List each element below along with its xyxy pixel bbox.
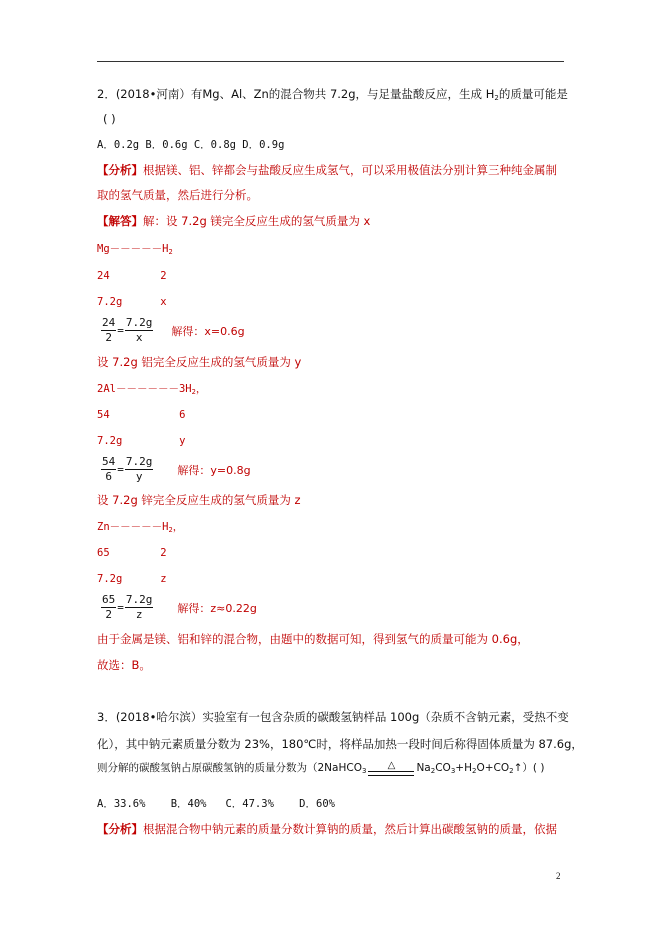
q2-analysis-line-1: 【分析】根据镁、铝、锌都会与盐酸反应生成氢气，可以采用极值法分别计算三种纯金属制	[97, 163, 557, 177]
mg-equation: $Mg-----H_2$	[97, 243, 173, 256]
q3-stem-line-3: 则分解的碳酸氢钠占原碳酸氢钠的质量分数为（2NaHCO$_3$ △ $Na_2CO_3+H_2O+CO_2↑$）( )	[97, 759, 545, 775]
al-mass-ratio: 54 6	[97, 409, 186, 421]
zn-given-values: 7.2g z	[97, 573, 167, 585]
mg-result: 解得：x=0.6g	[171, 324, 245, 338]
analysis-tag: 【分析】	[97, 163, 143, 177]
al-given-values: 7.2g y	[97, 435, 186, 447]
heat-arrow: △	[368, 761, 414, 776]
answer-tag: 【解答】	[97, 214, 143, 228]
mg-given-values: 7.2g x	[97, 296, 167, 308]
page-number: 2	[556, 871, 561, 881]
q2-choice: 故选：B。	[97, 658, 151, 672]
al-result: 解得：y=0.8g	[177, 463, 251, 477]
q3-stem-line-1: 3．(2018•哈尔滨）实验室有一包含杂质的碳酸氢钠样品 100g（杂质不含钠元素，受热不变	[97, 710, 569, 724]
zn-result: 解得：z≈0.22g	[177, 601, 257, 615]
q3-options: A．33.6% B．40% C．47.3% D．60%	[97, 798, 335, 810]
mg-mass-ratio: 24 2	[97, 270, 167, 282]
zn-mass-ratio: 65 2	[97, 547, 167, 559]
zn-equation: $Zn-----H_2$，	[97, 521, 184, 534]
al-equation: $2Al------3H_2$，	[97, 383, 207, 396]
q2-stem: 2．(2018•河南）有Mg、Al、Zn的混合物共 7.2g，与足量盐酸反应，生成 $H_2$的质量可能是	[97, 87, 568, 102]
q3-analysis-line-1: 【分析】根据混合物中钠元素的质量分数计算钠的质量，然后计算出碳酸氢钠的质量，依据	[97, 822, 557, 836]
header-rule	[97, 61, 564, 62]
q3-stem-line-2: 化），其中钠元素质量分数为 23%，180℃时，将样品加热一段时间后称得固体质量为 87.6g，	[97, 737, 583, 751]
analysis-tag: 【分析】	[97, 822, 143, 836]
al-intro: 设 7.2g 铝完全反应生成的氢气质量为 y	[97, 355, 302, 369]
mg-proportion: $\frac{24}{2}$ = $\frac{7.2g}{x}$ 解得：x=0.6g	[102, 316, 245, 344]
zn-intro: 设 7.2g 锌完全反应生成的氢气质量为 z	[97, 493, 301, 507]
q2-answer-intro: 【解答】解：设 7.2g 镁完全反应生成的氢气质量为 x	[97, 214, 371, 228]
al-proportion: $\frac{54}{6}$ = $\frac{7.2g}{y}$ 解得：y=0.8g	[102, 455, 251, 483]
q2-conclusion: 由于金属是镁、铝和锌的混合物，由题中的数据可知，得到氢气的质量可能为 0.6g，	[97, 632, 529, 646]
q2-answer-blank: ( )	[103, 112, 116, 126]
q2-options: A．0.2g B．0.6g C．0.8g D．0.9g	[97, 139, 285, 151]
q2-analysis-line-2: 取的氢气质量，然后进行分析。	[97, 188, 258, 202]
zn-proportion: $\frac{65}{2}$ = $\frac{7.2g}{z}$ 解得：z≈0.22g	[102, 593, 257, 621]
